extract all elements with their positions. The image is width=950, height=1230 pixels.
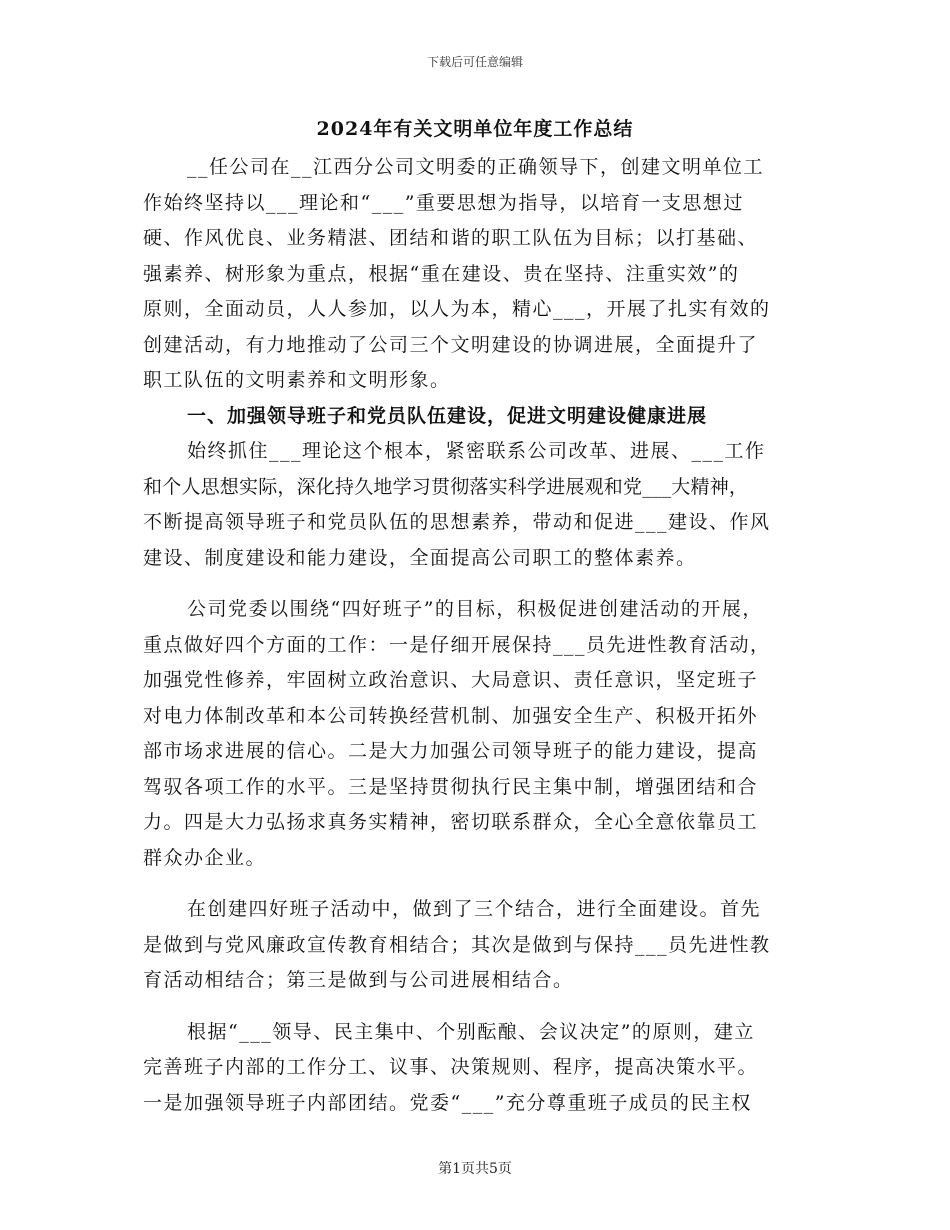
paragraph-line: 建设、制度建设和能力建设，全面提高公司职工的整体素养。	[143, 546, 697, 569]
paragraph-intro-line: 原则，全面动员，人人参加，以人为本，精心___，开展了扎实有效的	[143, 298, 771, 320]
paragraph-line: 和个人思想实际，深化持久地学习贯彻落实科学进展观和党___大精神，	[143, 475, 749, 498]
paragraph-line: 育活动相结合；第三是做到与公司进展相结合。	[143, 969, 574, 991]
page-number-footer: 第1页共5页	[438, 1161, 512, 1177]
paragraph-line: 力。四是大力弘扬求真务实精神，密切联系群众，全心全意依靠员工	[143, 811, 759, 833]
paragraph-line: 重点做好四个方面的工作：一是仔细开展保持___员先进性教育活动，	[143, 633, 771, 656]
paragraph-line: 对电力体制改革和本公司转换经营机制、加强安全生产、积极开拓外	[143, 704, 759, 727]
paragraph-line: 加强党性修养，牢固树立政治意识、大局意识、责任意识，坚定班子	[143, 669, 759, 691]
paragraph-line: 群众办企业。	[143, 846, 267, 869]
paragraph-line: 始终抓住___理论这个根本，紧密联系公司改革、进展、___工作	[187, 440, 766, 462]
paragraph-intro-line: 作始终坚持以___理论和“___”重要思想为指导，以培育一支思想过	[143, 191, 744, 214]
paragraph-line: 完善班子内部的工作分工、议事、决策规则、程序，提高决策水平。	[143, 1056, 759, 1078]
paragraph-intro-line: 创建活动，有力地推动了公司三个文明建设的协调进展，全面提升了	[143, 333, 759, 356]
document-body	[143, 150, 813, 1121]
paragraph-line: 根据“___领导、民主集中、个别酝酿、会议决定”的原则，建立	[187, 1020, 755, 1043]
paragraph-intro-line: 强素养、树形象为重点，根据“重在建设、贵在坚持、注重实效”的	[143, 262, 740, 285]
section-heading: 一、加强领导班子和党员队伍建设，促进文明建设健康进展	[187, 404, 708, 427]
paragraph-line: 驾驭各项工作的水平。三是坚持贯彻执行民主集中制，增强团结和合	[143, 775, 759, 798]
paragraph-intro-line: 职工队伍的文明素养和文明形象。	[143, 369, 451, 391]
header-note: 下载后可任意编辑	[426, 55, 523, 69]
paragraph-intro-line: __任公司在__江西分公司文明委的正确领导下，创建文明单位工	[187, 156, 765, 178]
paragraph-line: 部市场求进展的信心。二是大力加强公司领导班子的能力建设，提高	[143, 740, 759, 762]
paragraph-line: 是做到与党风廉政宣传教育相结合；其次是做到与保持___员先进性教	[143, 933, 771, 956]
paragraph-gap	[143, 999, 813, 1015]
paragraph-gap	[143, 576, 813, 592]
paragraph-line: 一是加强领导班子内部团结。党委“___”充分尊重班子成员的民主权	[143, 1091, 752, 1114]
document-title: 2024年有关文明单位年度工作总结	[316, 118, 634, 140]
paragraph-line: 不断提高领导班子和党员队伍的思想素养，带动和促进___建设、作风	[143, 511, 771, 533]
paragraph-gap	[143, 876, 813, 892]
paragraph-intro-line: 硬、作风优良、业务精湛、团结和谐的职工队伍为目标；以打基础、	[143, 227, 759, 249]
paragraph-line: 公司党委以围绕“四好班子”的目标，积极促进创建活动的开展，	[187, 598, 763, 620]
paragraph-line: 在创建四好班子活动中，做到了三个结合，进行全面建设。首先	[187, 898, 762, 920]
